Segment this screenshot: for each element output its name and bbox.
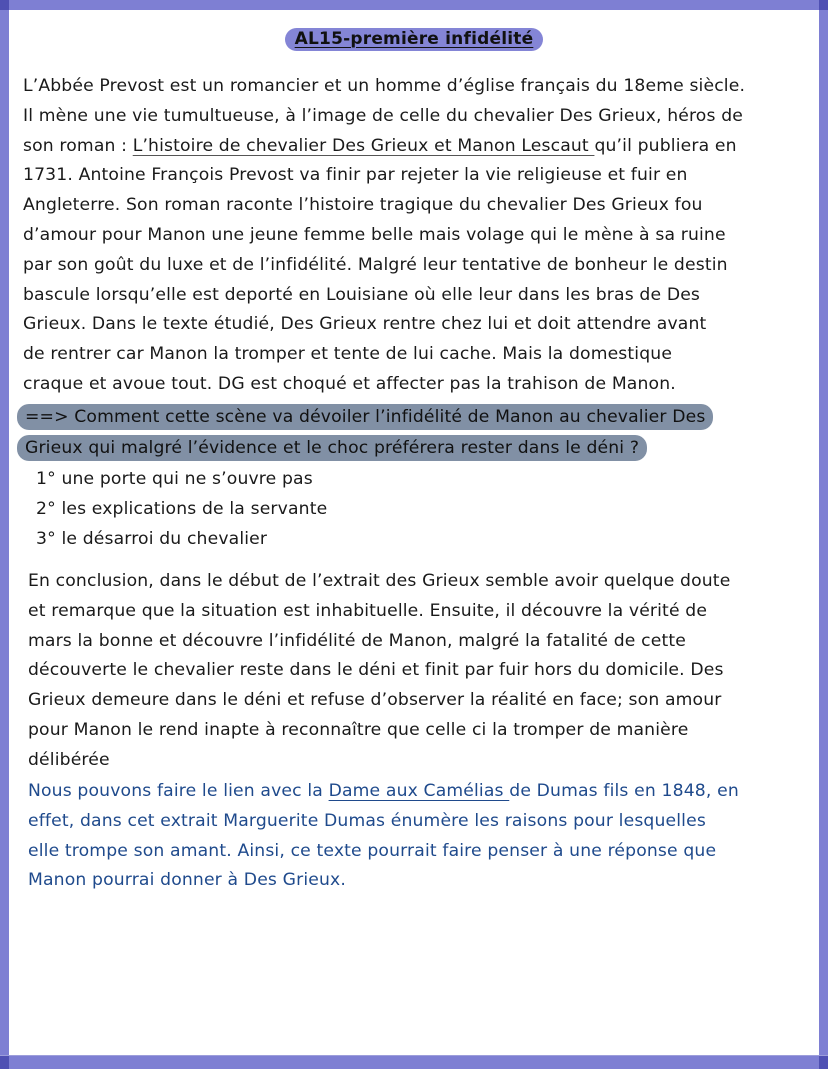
plan-item: 3° le désarroi du chevalier xyxy=(36,528,268,549)
text-line: d’amour pour Manon une jeune femme belle mais volage qui le mène à sa ruine xyxy=(23,224,726,245)
text-line: En conclusion, dans le début de l’extrait des Grieux semble avoir quelque doute xyxy=(28,571,731,591)
problematique xyxy=(17,403,803,465)
text-fragment: son roman : xyxy=(23,135,133,156)
text-fragment: qu’il publiera en xyxy=(594,135,737,156)
book-title-underlined: Dame aux Camélias xyxy=(328,781,510,801)
text-fragment: Nous pouvons faire le lien avec la xyxy=(28,781,329,801)
text-line: bascule lorsqu’elle est deporté en Louisiane où elle leur dans les bras de Des xyxy=(23,284,701,305)
text-line: mars la bonne et découvre l’infidélité de Manon, malgré la fatalité de cette xyxy=(28,630,686,651)
page-frame-top xyxy=(0,0,828,10)
text-line xyxy=(28,777,814,807)
conclusion-paragraph xyxy=(28,567,814,776)
ouverture-paragraph xyxy=(28,777,814,896)
text-line xyxy=(23,132,809,162)
frame-corner xyxy=(819,1056,828,1069)
document-page xyxy=(9,10,819,1055)
document-title: AL15-première infidélité xyxy=(285,28,544,51)
plan-item: 2° les explications de la servante xyxy=(36,498,328,519)
text-line: de rentrer car Manon la tromper et tente de lui cache. Mais la domestique xyxy=(23,344,673,365)
text-line: Grieux demeure dans le déni et refuse d’observer la réalité en face; son amour xyxy=(28,690,722,711)
text-line: craque et avoue tout. DG est choqué et affecter pas la trahison de Manon. xyxy=(23,373,676,394)
frame-corner xyxy=(0,0,9,10)
text-line: Manon pourrai donner à Des Grieux. xyxy=(28,870,346,891)
frame-corner xyxy=(819,0,828,10)
text-line: 1731. Antoine François Prevost va finir par rejeter la vie religieuse et fuir en xyxy=(23,165,688,186)
frame-corner xyxy=(0,1056,9,1069)
text-line: effet, dans cet extrait Marguerite Dumas énumère les raisons pour lesquelles xyxy=(28,810,706,831)
text-line: par son goût du luxe et de l’infidélité. Malgré leur tentative de bonheur le destin xyxy=(23,254,728,275)
text-line: délibérée xyxy=(28,749,110,770)
highlighted-question-line: Grieux qui malgré l’évidence et le choc préférera rester dans le déni ? xyxy=(17,435,647,461)
text-line: découverte le chevalier reste dans le déni et finit par fuir hors du domicile. Des xyxy=(28,660,724,681)
text-line: et remarque que la situation est inhabituelle. Ensuite, il découvre la vérité de xyxy=(28,600,708,621)
text-line: L’Abbée Prevost est un romancier et un homme d’église français du 18eme siècle. xyxy=(23,76,746,96)
text-line: pour Manon le rend inapte à reconnaître que celle ci la tromper de manière xyxy=(28,719,689,740)
title-container xyxy=(9,28,819,51)
plan-list xyxy=(36,465,822,554)
text-line: elle trompe son amant. Ainsi, ce texte pourrait faire penser à une réponse que xyxy=(28,840,717,861)
plan-item: 1° une porte qui ne s’ouvre pas xyxy=(36,469,313,489)
text-line: Il mène une vie tumultueuse, à l’image de celle du chevalier Des Grieux, héros de xyxy=(23,105,743,126)
text-fragment: de Dumas fils en 1848, en xyxy=(509,781,739,801)
text-line: Grieux. Dans le texte étudié, Des Grieux rentre chez lui et doit attendre avant xyxy=(23,314,707,335)
book-title-underlined: L’histoire de chevalier Des Grieux et Manon Lescaut xyxy=(132,135,595,156)
highlighted-question-line: ==> Comment cette scène va dévoiler l’infidélité de Manon au chevalier Des xyxy=(17,404,713,430)
introduction-paragraph xyxy=(23,72,809,400)
text-line: Angleterre. Son roman raconte l’histoire tragique du chevalier Des Grieux fou xyxy=(23,195,703,216)
page-frame-bottom xyxy=(0,1055,828,1069)
